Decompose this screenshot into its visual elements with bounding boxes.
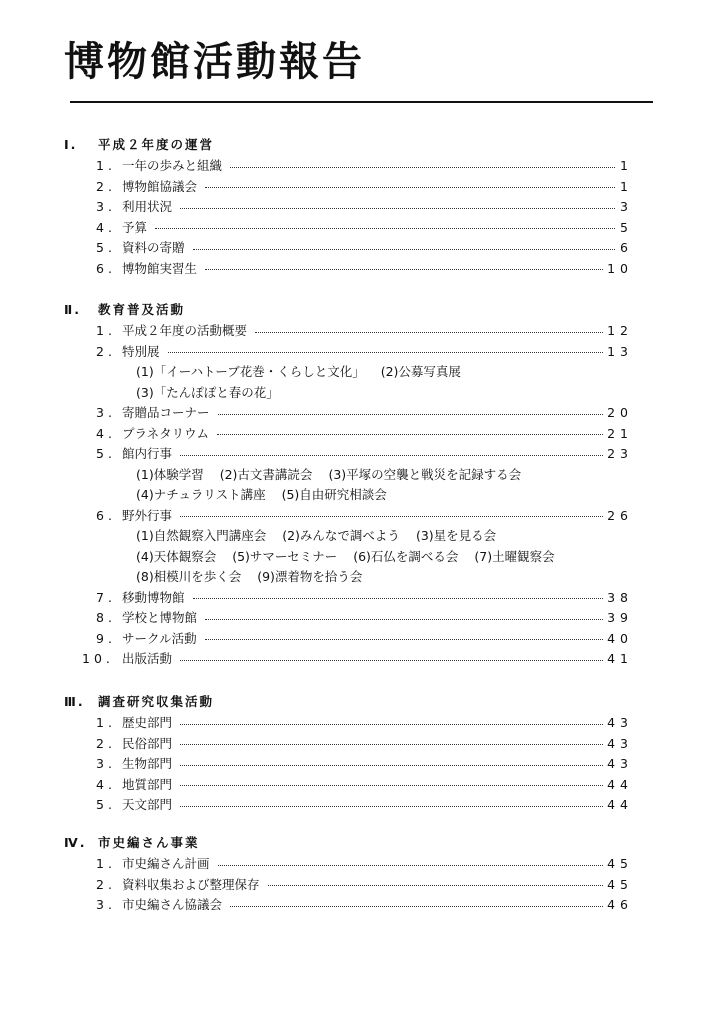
toc-entry[interactable] <box>96 403 633 423</box>
entry-number: 2. <box>96 735 116 751</box>
toc-entry[interactable] <box>96 218 633 238</box>
dot-leader <box>205 269 603 270</box>
sub-entry-line <box>136 362 461 382</box>
toc-entry[interactable] <box>96 608 633 628</box>
sub-entry: (1)自然観察入門講座会 <box>136 528 267 543</box>
toc-entry[interactable] <box>82 649 633 669</box>
entry-page-number: 13 <box>607 343 633 359</box>
dot-leader <box>193 249 615 250</box>
sub-entry-line <box>136 465 521 485</box>
sub-entry: (7)土曜観察会 <box>474 548 555 564</box>
sub-entry: (3)平塚の空襲と戦災を記録する会 <box>328 466 522 482</box>
toc-entry[interactable] <box>96 259 633 279</box>
entry-number: 9. <box>96 630 116 646</box>
entry-number: 1. <box>96 323 116 338</box>
sub-entry-line <box>136 526 496 546</box>
toc-entry[interactable] <box>96 238 633 258</box>
dot-leader <box>205 619 603 620</box>
entry-page-number: 10 <box>607 260 633 276</box>
section-number: Ⅰ. <box>64 137 78 152</box>
entry-number: 2. <box>96 343 116 359</box>
entry-number: 3. <box>96 199 116 214</box>
section-title: 平成２年度の運営 <box>98 137 215 152</box>
entry-page-number: 40 <box>607 630 633 646</box>
section-title: 教育普及活動 <box>98 302 186 317</box>
dot-leader <box>180 744 603 745</box>
toc-entry[interactable] <box>96 895 633 915</box>
entry-label: 移動博物館 <box>122 589 185 605</box>
sub-entry-line <box>136 547 555 567</box>
dot-leader <box>180 765 603 766</box>
entry-label: 出版活動 <box>122 651 173 666</box>
dot-leader <box>230 906 603 907</box>
sub-entry: (1)「イーハトーブ花巻・くらしと文化」 <box>136 364 365 379</box>
dot-leader <box>180 516 603 517</box>
entry-page-number: 5 <box>620 219 633 235</box>
entry-label: 寄贈品コーナー <box>122 405 210 420</box>
entry-number: 5. <box>96 446 116 461</box>
entry-number: 1. <box>96 715 116 730</box>
sub-entry: (4)ナチュラリスト講座 <box>136 487 266 502</box>
entry-page-number: 20 <box>607 405 633 420</box>
entry-number: 4. <box>96 776 116 792</box>
entry-label: 利用状況 <box>122 199 173 214</box>
toc-entry[interactable] <box>96 734 633 754</box>
entry-page-number: 43 <box>607 756 633 771</box>
entry-page-number: 41 <box>607 651 633 666</box>
dot-leader <box>193 598 604 599</box>
sub-entry: (8)相模川を歩く会 <box>136 569 242 584</box>
sub-entry-line <box>136 567 362 587</box>
entry-page-number: 44 <box>607 776 633 792</box>
dot-leader <box>180 208 615 209</box>
entry-label: 資料の寄贈 <box>122 240 185 255</box>
sub-entry: (1)体験学習 <box>136 466 204 482</box>
entry-number: 3. <box>96 405 116 420</box>
entry-label: 野外行事 <box>122 507 173 523</box>
entry-number: 4. <box>96 219 116 235</box>
dot-leader <box>155 228 615 229</box>
entry-number: 3. <box>96 897 116 912</box>
entry-label: プラネタリウム <box>122 425 210 441</box>
sub-entry: (2)公募写真展 <box>380 364 461 379</box>
toc-entry[interactable] <box>96 177 633 197</box>
entry-number: 2. <box>96 178 116 194</box>
entry-page-number: 45 <box>607 876 633 892</box>
sub-entry: (3)星を見る会 <box>415 528 497 543</box>
entry-page-number: 1 <box>620 178 633 194</box>
sub-entry: (5)サマーセミナー <box>232 548 338 564</box>
toc-entry[interactable] <box>96 197 633 217</box>
toc-entry[interactable] <box>96 795 633 815</box>
entry-number: 7. <box>96 589 116 605</box>
dot-leader <box>180 785 603 786</box>
toc-entry[interactable] <box>96 342 633 362</box>
entry-label: 民俗部門 <box>122 735 173 751</box>
entry-number: 5. <box>96 240 116 255</box>
toc-entry[interactable] <box>96 424 633 444</box>
section-number: Ⅲ. <box>64 694 85 709</box>
entry-label: サークル活動 <box>122 630 197 646</box>
section-heading <box>64 300 185 320</box>
entry-page-number: 44 <box>607 797 633 812</box>
dot-leader <box>230 167 615 168</box>
entry-page-number: 43 <box>607 735 633 751</box>
dot-leader <box>168 352 604 353</box>
dot-leader <box>217 434 603 435</box>
toc-entry[interactable] <box>96 588 633 608</box>
dot-leader <box>218 865 604 866</box>
entry-page-number: 23 <box>607 446 633 461</box>
section-heading <box>64 833 200 853</box>
toc-entry[interactable] <box>96 156 633 176</box>
entry-page-number: 1 <box>620 158 633 173</box>
entry-number: 6. <box>96 260 116 276</box>
section-number: Ⅱ. <box>64 302 81 317</box>
entry-label: 市史編さん協議会 <box>122 897 223 912</box>
entry-page-number: 12 <box>607 323 633 338</box>
entry-number: 3. <box>96 756 116 771</box>
sub-entry: (2)みんなで調べよう <box>282 528 400 543</box>
sub-entry: (6)石仏を調べる会 <box>353 548 459 564</box>
sub-entry: (9)漂着物を拾う会 <box>257 569 363 584</box>
toc-entry[interactable] <box>96 506 633 526</box>
dot-leader <box>180 724 603 725</box>
entry-label: 平成２年度の活動概要 <box>122 323 248 338</box>
toc-entry[interactable] <box>96 754 633 774</box>
dot-leader <box>180 455 603 456</box>
sub-entry: (4)天体観察会 <box>136 548 217 564</box>
entry-page-number: 43 <box>607 715 633 730</box>
toc-entry[interactable] <box>96 854 633 874</box>
entry-label: 特別展 <box>122 343 160 359</box>
sub-entry-line <box>136 383 279 403</box>
entry-page-number: 3 <box>620 199 633 214</box>
section-heading <box>64 692 214 712</box>
dot-leader <box>205 187 615 188</box>
entry-page-number: 39 <box>607 610 633 625</box>
entry-page-number: 26 <box>607 507 633 523</box>
entry-label: 歴史部門 <box>122 715 173 730</box>
entry-label: 天文部門 <box>122 797 173 812</box>
entry-page-number: 6 <box>620 240 633 255</box>
page-title: 博物館活動報告 <box>64 39 365 85</box>
dot-leader <box>268 885 604 886</box>
entry-label: 博物館協議会 <box>122 178 198 194</box>
sub-entry: (3)「たんぽぽと春の花」 <box>136 384 279 400</box>
entry-label: 予算 <box>122 219 148 235</box>
entry-label: 一年の歩みと組織 <box>122 158 223 173</box>
entry-page-number: 38 <box>607 589 633 605</box>
dot-leader <box>205 639 603 640</box>
entry-number: 2. <box>96 876 116 892</box>
entry-number: 8. <box>96 610 116 625</box>
entry-number: 5. <box>96 797 116 812</box>
entry-label: 生物部門 <box>122 756 173 771</box>
dot-leader <box>255 332 603 333</box>
dot-leader <box>180 806 603 807</box>
sub-entry: (5)自由研究相談会 <box>281 487 387 502</box>
entry-page-number: 46 <box>607 897 633 912</box>
sub-entry: (2)古文書講読会 <box>219 466 313 482</box>
entry-number: 4. <box>96 425 116 441</box>
dot-leader <box>180 660 603 661</box>
section-number: Ⅳ. <box>64 835 87 850</box>
entry-page-number: 21 <box>607 425 633 441</box>
section-title: 調査研究収集活動 <box>98 694 215 709</box>
entry-label: 資料収集および整理保存 <box>122 876 260 892</box>
entry-label: 学校と博物館 <box>122 610 198 625</box>
entry-label: 地質部門 <box>122 776 173 792</box>
toc-entry[interactable] <box>96 444 633 464</box>
entry-number: 1. <box>96 158 116 173</box>
section-heading <box>64 135 214 155</box>
entry-number: 6. <box>96 507 116 523</box>
entry-label: 博物館実習生 <box>122 260 198 276</box>
toc-entry[interactable] <box>96 875 633 895</box>
entry-number: 10. <box>82 651 114 666</box>
entry-page-number: 45 <box>607 856 633 871</box>
section-title: 市史編さん事業 <box>98 835 200 850</box>
entry-number: 1. <box>96 856 116 871</box>
toc-entry[interactable] <box>96 775 633 795</box>
sub-entry-line <box>136 485 387 505</box>
entry-label: 館内行事 <box>122 446 173 461</box>
toc-entry[interactable] <box>96 713 633 733</box>
dot-leader <box>218 414 604 415</box>
entry-label: 市史編さん計画 <box>122 856 210 871</box>
toc-entry[interactable] <box>96 321 633 341</box>
toc-entry[interactable] <box>96 629 633 649</box>
